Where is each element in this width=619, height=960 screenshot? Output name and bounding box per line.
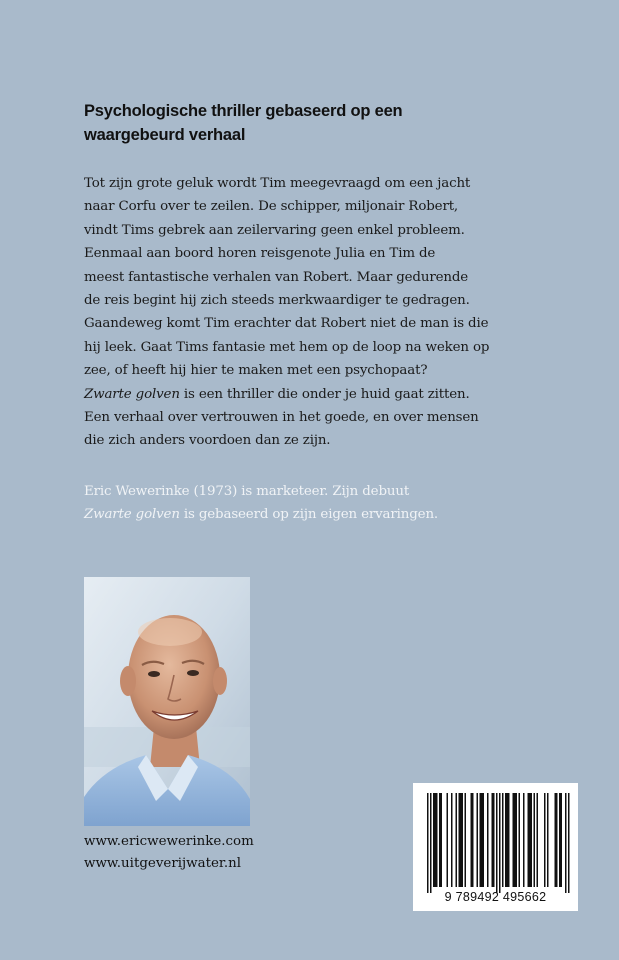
barcode-bar (531, 793, 533, 887)
headline-line-2: waargebeurd verhaal (84, 126, 246, 144)
headline (84, 99, 544, 147)
blurb-line: zee, of heeft hij hier te maken met een psychopaat? (84, 363, 428, 379)
blurb-line-rest: is een thriller die onder je huid gaat zitten. (179, 386, 470, 402)
blurb-line: Een verhaal over vertrouwen in het goede, en over mensen (84, 410, 479, 426)
blurb-line: vindt Tims gebrek aan zeilervaring geen enkel probleem. (84, 222, 465, 238)
barcode-bar (516, 793, 518, 887)
barcode-bar (441, 793, 443, 887)
barcode-bar (529, 793, 531, 887)
website-link[interactable]: www.uitgeverijwater.nl (84, 856, 242, 871)
barcode-bar (568, 793, 570, 893)
barcode-bar (430, 793, 432, 893)
blurb-line: Gaandeweg komt Tim erachter dat Robert niet de man is die (84, 316, 489, 332)
author-bio (84, 480, 554, 527)
barcode-bar (465, 793, 467, 887)
blurb-line: naar Corfu over te zeilen. De schipper, miljonair Robert, (84, 199, 459, 215)
bio-line (84, 503, 554, 526)
barcode-bar (462, 793, 464, 887)
author-photo-illustration (84, 577, 250, 826)
blurb-line (84, 383, 554, 406)
barcode-bar (544, 793, 546, 887)
barcode-bar (493, 793, 495, 887)
barcode-bar (477, 793, 479, 887)
barcode-digits: 9 789492 495662 (444, 890, 547, 904)
barcode-bar (481, 793, 483, 887)
barcode-bar (499, 793, 501, 893)
barcode-bar (505, 793, 507, 887)
barcode-bar (502, 793, 504, 887)
book-title: Zwarte golven (84, 386, 180, 402)
websites (84, 831, 254, 875)
author-photo (84, 577, 250, 826)
barcode-bar (471, 793, 473, 887)
barcode-bar (555, 793, 557, 887)
barcode-bar (528, 793, 530, 887)
blurb-line: die zich anders voordoen dan ze zijn. (84, 433, 331, 449)
barcode-bar (508, 793, 510, 887)
barcode-bar (439, 793, 441, 887)
barcode-bar (472, 793, 474, 887)
barcode-bar (456, 793, 458, 887)
barcode-bar (435, 793, 437, 887)
blurb-line: Tot zijn grote geluk wordt Tim meegevraagd om een jacht (84, 176, 471, 191)
barcode-bar (460, 793, 462, 887)
barcode-bar (433, 793, 435, 887)
barcode-bar (537, 793, 539, 887)
barcode-bar (514, 793, 516, 887)
barcode-bar (523, 793, 525, 887)
barcode-bar (480, 793, 482, 887)
barcode-bar (427, 793, 429, 893)
barcode-bar (447, 793, 449, 887)
website-link[interactable]: www.ericwewerinke.com (84, 834, 254, 849)
barcode-bar (556, 793, 558, 887)
barcode-bar (459, 793, 461, 887)
blurb-line: de reis begint hij zich steeds merkwaardiger te gedragen. (84, 293, 470, 309)
blurb-line: hij leek. Gaat Tims fantasie met hem op de loop na weken op (84, 339, 490, 355)
barcode-bar (496, 793, 498, 893)
book-title: Zwarte golven (84, 507, 180, 523)
bio-line: Eric Wewerinke (1973) is marketeer. Zijn debuut (84, 484, 410, 499)
barcode-bar (547, 793, 549, 887)
barcode-bar (565, 793, 567, 893)
barcode-bar (483, 793, 485, 887)
headline-line-1: Psychologische thriller gebaseerd op een (84, 102, 403, 120)
barcode-bar (507, 793, 509, 887)
barcode-bar (559, 793, 561, 887)
barcode-bar (513, 793, 515, 887)
barcode-bar (436, 793, 438, 887)
barcode-bar (561, 793, 563, 887)
blurb-line: Eenmaal aan boord horen reisgenote Julia en Tim de (84, 246, 436, 262)
isbn-barcode (413, 783, 578, 911)
blurb-line: meest fantastische verhalen van Robert. Maar gedurende (84, 269, 469, 285)
blurb (84, 172, 554, 453)
barcode-bar (487, 793, 489, 887)
barcode-bar (534, 793, 536, 887)
barcode-bar (492, 793, 494, 887)
bio-line-rest: is gebaseerd op zijn eigen ervaringen. (179, 507, 439, 523)
barcode-bar (519, 793, 521, 887)
barcode-bar (451, 793, 453, 887)
